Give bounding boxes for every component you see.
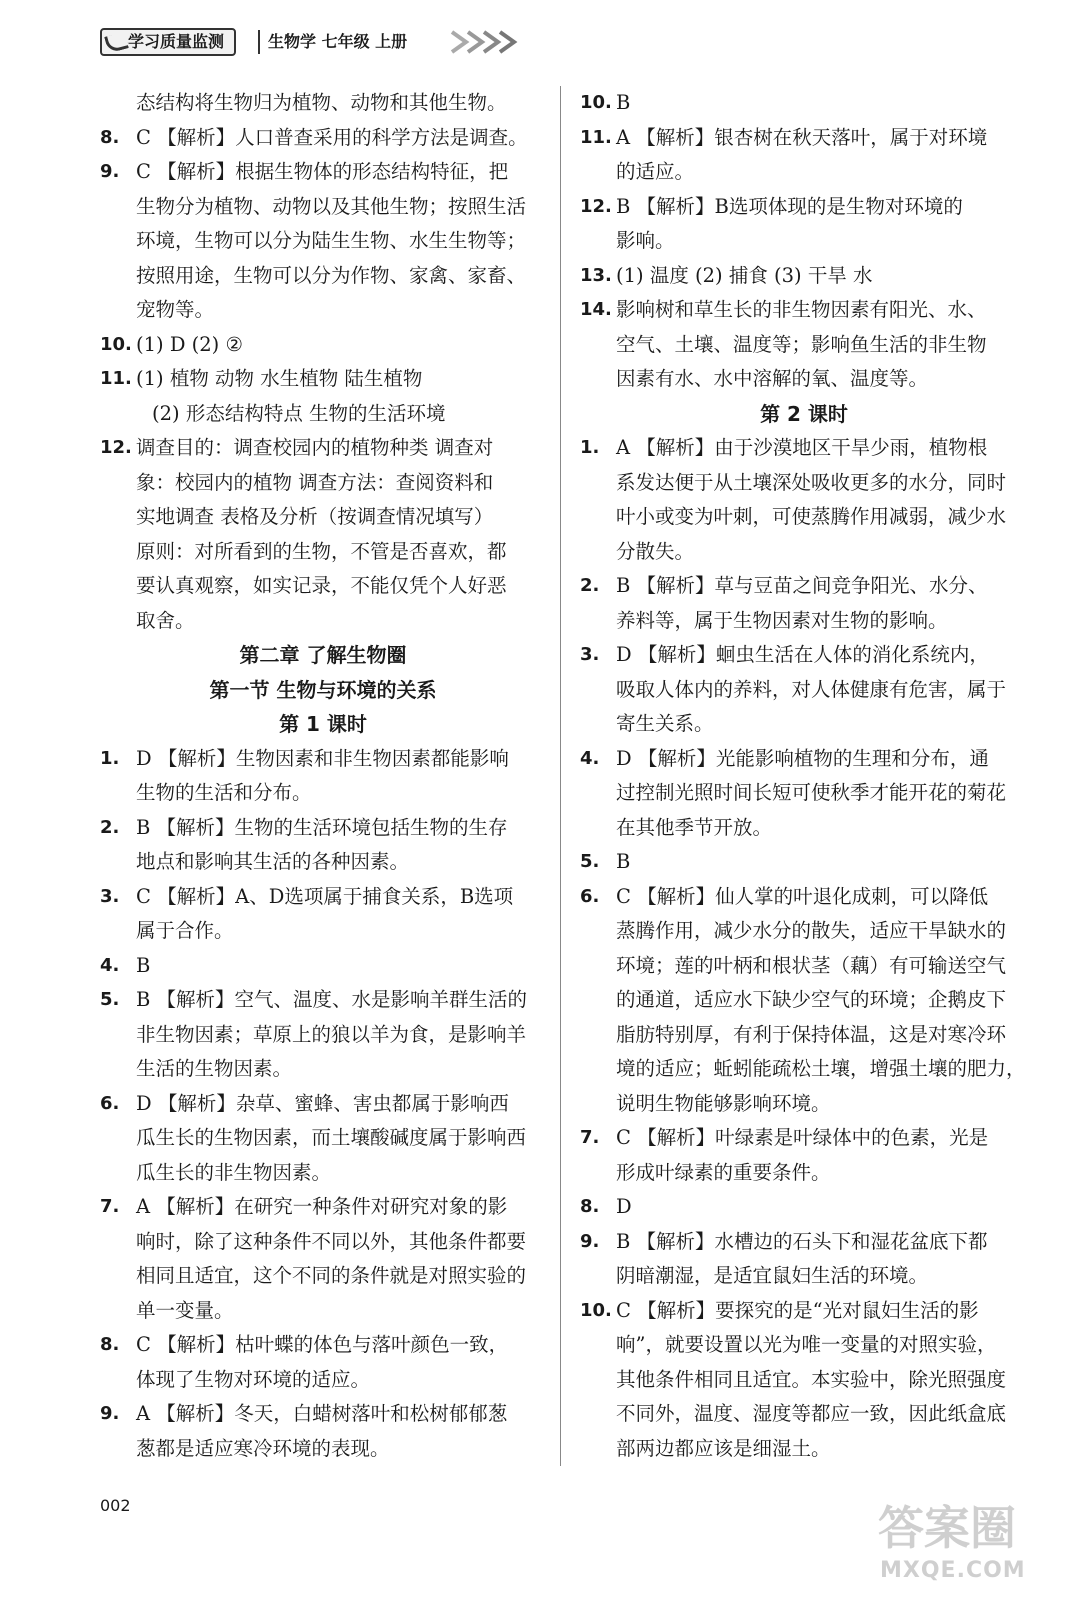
answer-text: A 【解析】在研究一种条件对研究对象的影 [136, 1195, 508, 1218]
answer-text: 瓜生长的生物因素，而土壤酸碱度属于影响西 [136, 1126, 527, 1149]
answer-text: 取舍。 [136, 608, 195, 632]
section-heading: 第一节 生物与环境的关系 [209, 677, 437, 702]
answer-line [100, 500, 546, 535]
answer-line [580, 569, 1028, 604]
answer-text: C 【解析】人口普查采用的科学方法是调查。 [136, 125, 528, 149]
answer-text: 部两边都应该是细湿土。 [616, 1436, 831, 1460]
answer-line [100, 811, 546, 846]
answer-line [100, 1156, 546, 1191]
answer-text: D 【解析】光能影响植物的生理和分布，通 [616, 746, 989, 770]
answer-line [100, 1294, 546, 1329]
answer-line [100, 983, 546, 1018]
answer-line [580, 1294, 1028, 1329]
answer-text: B 【解析】水槽边的石头下和湿花盆底下都 [616, 1229, 988, 1253]
answer-text: 空气、土壤、温度等；影响鱼生活的非生物 [616, 332, 987, 356]
answer-text: B 【解析】草与豆苗之间竞争阳光、水分、 [616, 574, 988, 597]
answer-line [580, 500, 1028, 535]
answer-line [580, 293, 1028, 328]
answer-line [580, 259, 1028, 294]
answer-line [580, 949, 1028, 984]
answer-line [580, 880, 1028, 915]
answer-line [580, 707, 1028, 742]
answer-text: 原则：对所看到的生物，不管是否喜欢，都 [136, 539, 507, 563]
answer-text: 在其他季节开放。 [616, 815, 773, 839]
answer-text: C 【解析】叶绿素是叶绿体中的色素，光是 [616, 1126, 989, 1149]
answer-line [580, 914, 1028, 949]
question-number: 9. [580, 1230, 600, 1252]
answer-text: 实地调查 表格及分析（按调查情况填写） [136, 505, 494, 528]
answer-text: A 【解析】冬天，白蜡树落叶和松树郁郁葱 [136, 1402, 508, 1425]
answer-text: 阴暗潮湿，是适宜鼠妇生活的环境。 [616, 1264, 929, 1287]
answer-line [100, 914, 546, 949]
series-title: 学习质量监测 [128, 32, 225, 51]
question-number: 11. [580, 126, 612, 148]
answer-text: 吸取人体内的养料，对人体健康有危害，属于 [616, 677, 1007, 701]
answer-line [580, 1259, 1028, 1294]
answer-line [100, 776, 546, 811]
answer-line [580, 362, 1028, 397]
answer-line [580, 535, 1028, 570]
question-number: 9. [100, 161, 120, 182]
answer-text: 因素有水、水中溶解的氧、温度等。 [616, 367, 929, 390]
answer-line [580, 604, 1028, 639]
answer-line [580, 1363, 1028, 1398]
answer-text: 环境，生物可以分为陆生生物、水生生物等； [136, 229, 527, 252]
answer-text: 相同且适宜，这个不同的条件就是对照实验的 [136, 1264, 527, 1287]
answer-text: 葱都是适应寒冷环境的表现。 [136, 1436, 390, 1460]
answer-line [580, 431, 1028, 466]
answer-line [100, 1259, 546, 1294]
answer-text: C 【解析】枯叶蝶的体色与落叶颜色一致， [136, 1333, 509, 1356]
answer-text: D [616, 1195, 632, 1218]
answer-line [100, 1018, 546, 1053]
question-number: 12. [100, 437, 132, 458]
question-number: 12. [580, 195, 612, 217]
question-number: 5. [100, 989, 120, 1010]
answer-text: B 【解析】B选项体现的是生物对环境的 [616, 194, 963, 218]
answer-text: B 【解析】生物的生活环境包括生物的生存 [136, 815, 508, 839]
answer-line [580, 1397, 1028, 1432]
answer-line [580, 673, 1028, 708]
answer-text: 境的适应；蚯蚓能疏松土壤，增强土壤的肥力， [616, 1057, 1026, 1080]
answer-text: A 【解析】银杏树在秋天落叶，属于对环境 [616, 125, 988, 149]
answer-text: B [136, 953, 151, 977]
answer-line [100, 397, 546, 432]
question-number: 1. [100, 747, 120, 769]
question-number: 1. [580, 437, 600, 458]
answer-line [100, 742, 546, 777]
question-number: 13. [580, 264, 612, 286]
right-column [580, 86, 1028, 1466]
answer-text: 叶小或变为叶刺，可使蒸腾作用减弱，减少水 [616, 505, 1007, 528]
answer-text: D 【解析】杂草、蜜蜂、害虫都属于影响西 [136, 1091, 509, 1115]
answer-line [100, 1363, 546, 1398]
answer-text: 脂肪特别厚，有利于保持体温，这是对寒冷环 [616, 1022, 1007, 1046]
answer-line [580, 1190, 1028, 1225]
question-number: 3. [580, 644, 600, 665]
answer-text: 分散失。 [616, 539, 695, 563]
question-number: 8. [100, 1334, 120, 1355]
watermark-logo [872, 1492, 1026, 1592]
page-header [100, 26, 520, 60]
answer-text: 形成叶绿素的重要条件。 [616, 1160, 831, 1184]
answer-text: 非生物因素；草原上的狼以羊为食，是影响羊 [136, 1022, 527, 1046]
answer-text: (1) 温度 (2) 捕食 (3) 干旱 水 [616, 263, 873, 287]
answer-text: 的通道，适应水下缺少空气的环境；企鹅皮下 [616, 988, 1007, 1011]
answer-text: B [616, 91, 631, 114]
answer-line [100, 1190, 546, 1225]
answer-line [580, 1052, 1028, 1087]
answer-text: 单一变量。 [136, 1298, 234, 1322]
answer-text: 态结构将生物归为植物、动物和其他生物。 [136, 91, 507, 114]
answer-text: 影响树和草生长的非生物因素有阳光、水、 [616, 298, 987, 321]
watermark-url: MXQE.COM [880, 1558, 1026, 1583]
answer-text: 蒸腾作用，减少水分的散失，适应干旱缺水的 [616, 919, 1007, 942]
answer-line [580, 1156, 1028, 1191]
answer-line [100, 1052, 546, 1087]
answer-text: 养料等，属于生物因素对生物的影响。 [616, 608, 948, 632]
question-number: 2. [100, 816, 120, 838]
answer-text: 响”，就要设置以光为唯一变量的对照实验， [616, 1333, 997, 1356]
answer-text: 说明生物能够影响环境。 [616, 1091, 831, 1115]
answer-text: B [616, 850, 631, 873]
answer-text: 响时，除了这种条件不同以外，其他条件都要 [136, 1229, 527, 1253]
answer-text: 不同外，温度、湿度等都应一致，因此纸盒底 [616, 1402, 1007, 1425]
answer-text: 调查目的：调查校园内的植物种类 调查对 [136, 436, 494, 459]
answer-text: C 【解析】仙人掌的叶退化成刺，可以降低 [616, 884, 989, 908]
answer-line [100, 86, 546, 121]
answer-text: 要认真观察，如实记录，不能仅凭个人好恶 [136, 574, 507, 597]
question-number: 4. [100, 954, 120, 976]
answer-line [100, 1121, 546, 1156]
answer-line [100, 1328, 546, 1363]
answer-line [100, 155, 546, 190]
answer-line [100, 880, 546, 915]
answer-line [100, 293, 546, 328]
answer-line [100, 362, 546, 397]
answer-line [100, 535, 546, 570]
answer-line [100, 190, 546, 225]
answer-text: 体现了生物对环境的适应。 [136, 1367, 371, 1391]
answer-line [580, 466, 1028, 501]
question-number: 10. [580, 92, 612, 113]
answer-line [580, 1121, 1028, 1156]
answer-line [580, 86, 1028, 121]
question-number: 5. [580, 851, 600, 872]
answer-line [100, 949, 546, 984]
answer-text: C 【解析】A、D选项属于捕食关系，B选项 [136, 884, 514, 908]
answer-text: 系发达便于从土壤深处吸收更多的水分，同时 [616, 470, 1007, 494]
answer-line [580, 224, 1028, 259]
question-number: 8. [100, 126, 120, 148]
question-number: 9. [100, 1403, 120, 1424]
answer-line [100, 845, 546, 880]
answer-text: 瓜生长的非生物因素。 [136, 1160, 332, 1184]
answer-line [100, 121, 546, 156]
answer-line [100, 224, 546, 259]
section-heading: 第 2 课时 [760, 401, 848, 426]
question-number: 4. [580, 747, 600, 769]
answer-text: 属于合作。 [136, 919, 234, 942]
page-number: 002 [100, 1496, 131, 1515]
section-heading: 第二章 了解生物圈 [239, 643, 407, 667]
answer-line [580, 190, 1028, 225]
subject-title: 生物学 七年级 上册 [268, 32, 408, 51]
answer-line [100, 1087, 546, 1122]
answer-text: 寄生关系。 [616, 712, 714, 735]
answer-line [580, 845, 1028, 880]
answer-line [580, 638, 1028, 673]
answer-line [100, 569, 546, 604]
answer-text: 地点和影响其生活的各种因素。 [136, 850, 410, 873]
answer-text: (1) D (2) ② [136, 332, 243, 356]
answer-text: D 【解析】蛔虫生活在人体的消化系统内， [616, 643, 989, 666]
question-number: 6. [580, 885, 600, 907]
question-number: 14. [580, 299, 612, 320]
answer-line [100, 1432, 546, 1467]
answer-line [580, 155, 1028, 190]
answer-line [580, 1225, 1028, 1260]
answer-text: 生物分为植物、动物以及其他生物；按照生活 [136, 194, 527, 218]
answer-text: B 【解析】空气、温度、水是影响羊群生活的 [136, 988, 528, 1011]
answer-line [580, 776, 1028, 811]
answer-text: 生物的生活和分布。 [136, 781, 312, 804]
answer-text: 按照用途，生物可以分为作物、家禽、家畜、 [136, 263, 527, 287]
answer-text: 其他条件相同且适宜。本实验中，除光照强度 [616, 1367, 1007, 1391]
answer-line [580, 811, 1028, 846]
answer-line [580, 1018, 1028, 1053]
header-separator [258, 30, 260, 54]
watermark-text: 答案圈 [878, 1501, 1016, 1555]
answer-line [100, 259, 546, 294]
answer-line [580, 983, 1028, 1018]
question-number: 7. [580, 1127, 600, 1148]
question-number: 11. [100, 368, 132, 389]
answer-line [580, 1087, 1028, 1122]
answer-line [100, 466, 546, 501]
answer-text: 生活的生物因素。 [136, 1057, 293, 1080]
answer-text: D 【解析】生物因素和非生物因素都能影响 [136, 746, 509, 770]
question-number: 6. [100, 1092, 120, 1114]
section-heading: 第 1 课时 [279, 712, 367, 736]
answer-line [580, 1432, 1028, 1467]
answer-line [100, 1225, 546, 1260]
answer-line [580, 328, 1028, 363]
answer-text: 象：校园内的植物 调查方法：查阅资料和 [136, 470, 494, 494]
answer-text: A 【解析】由于沙漠地区干旱少雨，植物根 [616, 436, 988, 459]
column-divider [560, 86, 561, 1466]
answer-text: 影响。 [616, 229, 675, 252]
answer-line [580, 742, 1028, 777]
answer-text: (1) 植物 动物 水生植物 陆生植物 [136, 367, 423, 390]
answer-text: 环境；莲的叶柄和根状茎（藕）有可输送空气 [616, 953, 1007, 977]
answer-line [100, 1397, 546, 1432]
answer-line [580, 121, 1028, 156]
answer-text: C 【解析】根据生物体的形态结构特征，把 [136, 160, 509, 183]
question-number: 10. [100, 333, 132, 355]
answer-text: 宠物等。 [136, 298, 215, 321]
question-number: 7. [100, 1196, 120, 1217]
question-number: 2. [580, 575, 600, 596]
series-badge [100, 28, 236, 56]
answer-line [580, 1328, 1028, 1363]
answer-text: (2) 形态结构特点 生物的生活环境 [152, 401, 446, 425]
question-number: 3. [100, 885, 120, 907]
question-number: 10. [580, 1299, 612, 1321]
swoosh-icon [104, 32, 129, 54]
question-number: 8. [580, 1196, 600, 1217]
answer-line [100, 604, 546, 639]
answer-text: 的适应。 [616, 160, 695, 183]
chevron-arrows-icon [450, 28, 522, 56]
answer-line [100, 431, 546, 466]
answer-text: C 【解析】要探究的是“光对鼠妇生活的影 [616, 1298, 979, 1322]
answer-text: 过控制光照时间长短可使秋季才能开花的菊花 [616, 781, 1007, 804]
left-column [100, 86, 546, 1466]
answer-line [100, 328, 546, 363]
